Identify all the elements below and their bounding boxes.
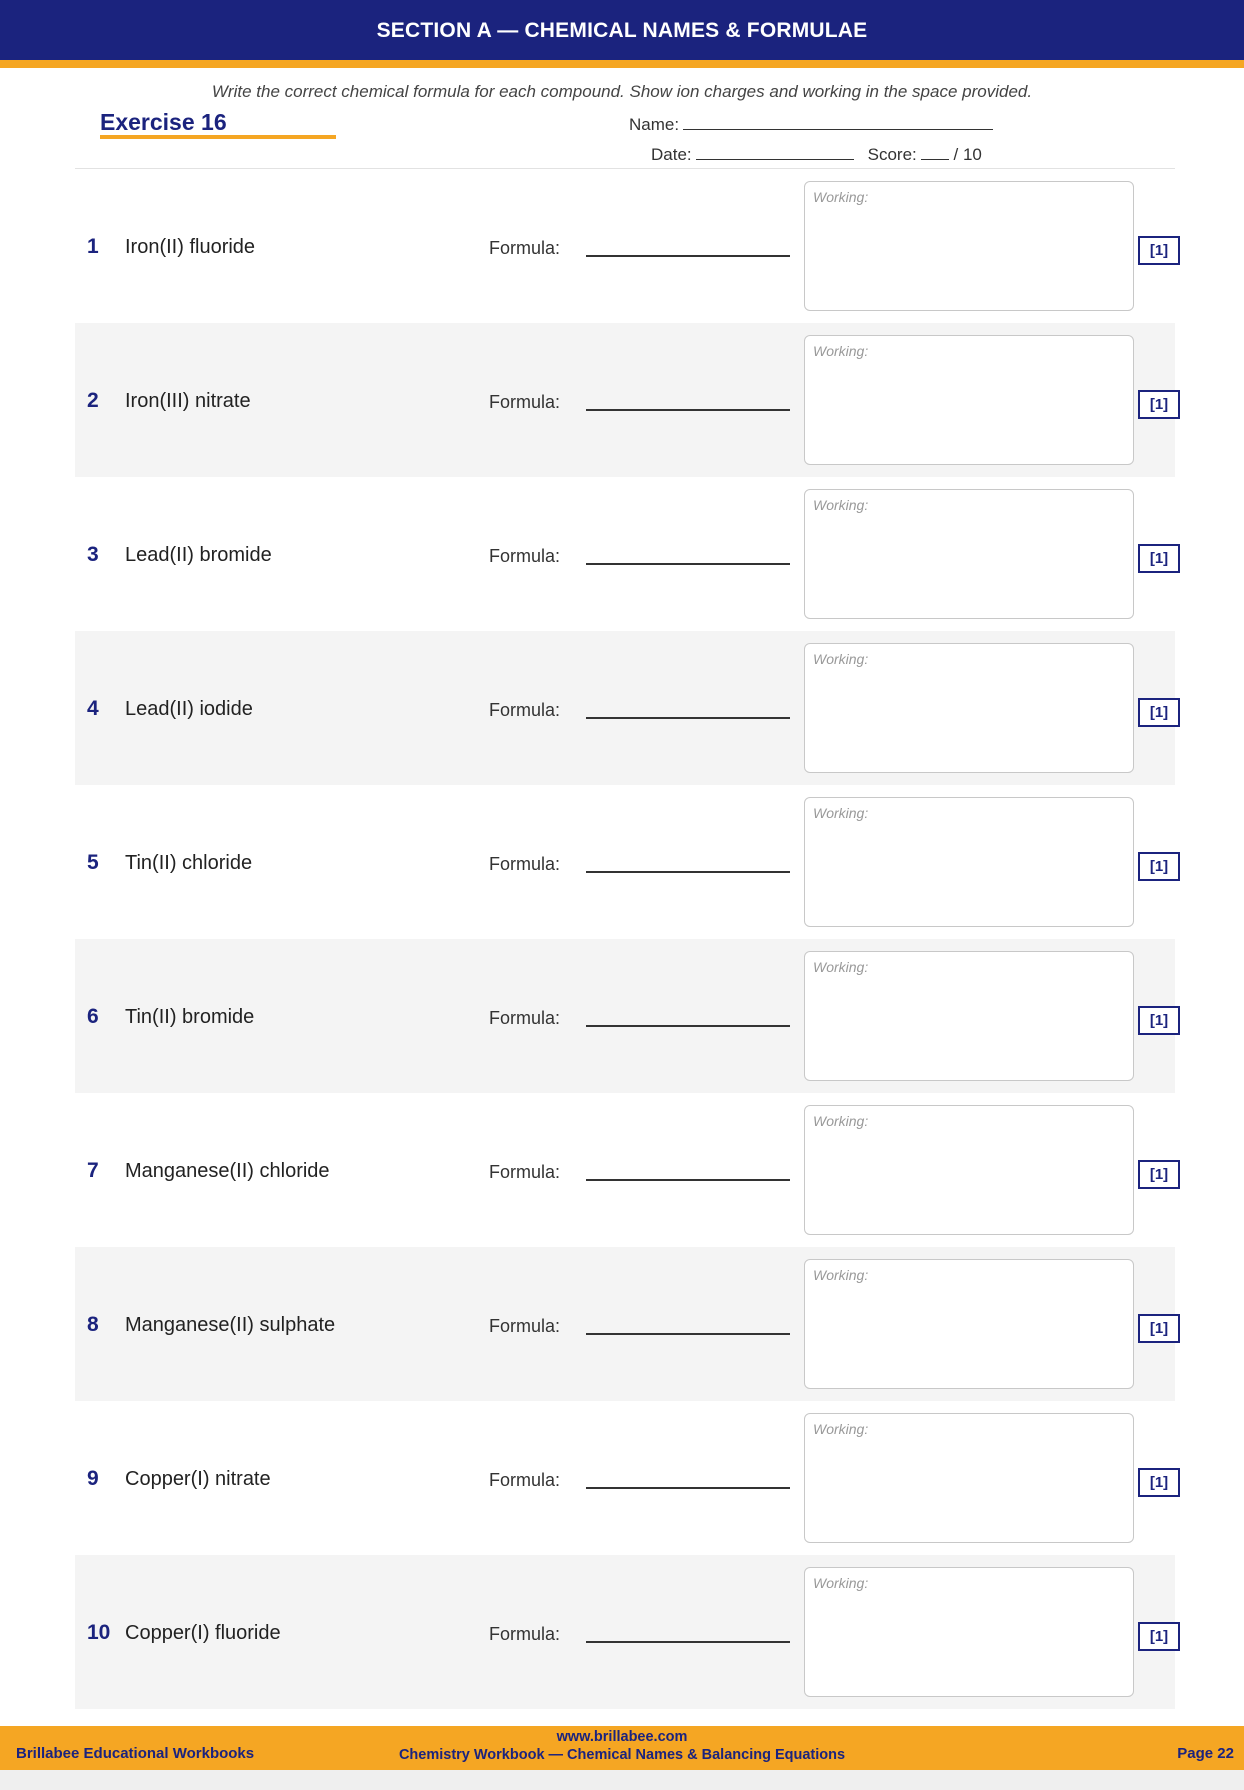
- name-blank[interactable]: [683, 116, 993, 130]
- question-row: [75, 323, 1175, 477]
- compound-name: Iron(II) fluoride: [125, 236, 256, 258]
- compound-name: Iron(III) nitrate: [125, 390, 251, 412]
- formula-answer-line[interactable]: [586, 255, 790, 257]
- working-label: Working:: [813, 189, 869, 205]
- working-box[interactable]: [804, 1567, 1134, 1697]
- mark-badge: [1]: [1138, 1468, 1180, 1497]
- formula-answer-line[interactable]: [586, 1641, 790, 1643]
- working-box[interactable]: [804, 489, 1134, 619]
- compound-name: Lead(II) bromide: [125, 544, 272, 566]
- mark-badge: [1]: [1138, 1006, 1180, 1035]
- mark-badge: [1]: [1138, 698, 1180, 727]
- working-box[interactable]: [804, 1105, 1134, 1235]
- working-box[interactable]: [804, 797, 1134, 927]
- formula-answer-line[interactable]: [586, 871, 790, 873]
- formula-label: Formula:: [489, 700, 561, 720]
- working-label: Working:: [813, 1113, 869, 1129]
- mark-badge: [1]: [1138, 1622, 1180, 1651]
- name-field[interactable]: [629, 115, 993, 135]
- question-number: 2: [87, 389, 99, 412]
- formula-answer-line[interactable]: [586, 1025, 790, 1027]
- question-number: 9: [87, 1467, 99, 1490]
- mark-badge: [1]: [1138, 236, 1180, 265]
- mark-badge: [1]: [1138, 852, 1180, 881]
- footer-center: [0, 1728, 1244, 1764]
- date-blank[interactable]: [696, 146, 854, 160]
- question-number: 5: [87, 851, 99, 874]
- mark-badge: [1]: [1138, 1160, 1180, 1189]
- formula-answer-line[interactable]: [586, 1487, 790, 1489]
- question-row: [75, 1247, 1175, 1401]
- formula-label: Formula:: [489, 1624, 561, 1644]
- working-label: Working:: [813, 959, 869, 975]
- compound-name: Copper(I) nitrate: [125, 1468, 271, 1490]
- compound-name: Lead(II) iodide: [125, 698, 253, 720]
- date-label: Date:: [651, 145, 692, 164]
- working-box[interactable]: [804, 335, 1134, 465]
- question-number: 1: [87, 235, 99, 258]
- question-row: [75, 1093, 1175, 1247]
- compound-name: Tin(II) bromide: [125, 1006, 255, 1028]
- score-label: Score:: [867, 145, 917, 164]
- compound-name: Copper(I) fluoride: [125, 1622, 281, 1644]
- formula-answer-line[interactable]: [586, 563, 790, 565]
- footer-book-title: Chemistry Workbook — Chemical Names & Balancing Equations: [398, 1747, 846, 1763]
- formula-answer-line[interactable]: [586, 717, 790, 719]
- question-row: [75, 169, 1175, 323]
- formula-label: Formula:: [489, 238, 561, 258]
- instructions: Write the correct chemical formula for each compound. Show ion charges and working in the space provided.: [211, 82, 1033, 101]
- score-blank[interactable]: [921, 146, 949, 160]
- working-label: Working:: [813, 1421, 869, 1437]
- question-number: 7: [87, 1159, 99, 1182]
- question-row: [75, 477, 1175, 631]
- working-label: Working:: [813, 651, 869, 667]
- compound-name: Manganese(II) chloride: [125, 1160, 330, 1182]
- question-number: 8: [87, 1313, 99, 1336]
- question-list: [75, 169, 1175, 1709]
- formula-answer-line[interactable]: [586, 409, 790, 411]
- page-number: Page 22: [1177, 1745, 1234, 1762]
- formula-label: Formula:: [489, 392, 561, 412]
- working-box[interactable]: [804, 181, 1134, 311]
- working-box[interactable]: [804, 643, 1134, 773]
- compound-name: Tin(II) chloride: [125, 852, 253, 874]
- question-row: [75, 785, 1175, 939]
- question-row: [75, 939, 1175, 1093]
- working-box[interactable]: [804, 1413, 1134, 1543]
- working-label: Working:: [813, 1575, 869, 1591]
- formula-label: Formula:: [489, 1470, 561, 1490]
- exercise-title: Exercise 16: [100, 109, 227, 135]
- score-total: / 10: [953, 145, 982, 164]
- working-box[interactable]: [804, 1259, 1134, 1389]
- name-label: Name:: [629, 115, 680, 134]
- section-header: [0, 0, 1244, 68]
- footer-website: www.brillabee.com: [556, 1729, 688, 1745]
- formula-label: Formula:: [489, 1316, 561, 1336]
- question-number: 6: [87, 1005, 99, 1028]
- formula-label: Formula:: [489, 1008, 561, 1028]
- formula-label: Formula:: [489, 1162, 561, 1182]
- mark-badge: [1]: [1138, 1314, 1180, 1343]
- formula-answer-line[interactable]: [586, 1333, 790, 1335]
- question-number: 4: [87, 697, 99, 720]
- formula-answer-line[interactable]: [586, 1179, 790, 1181]
- working-label: Working:: [813, 1267, 869, 1283]
- working-label: Working:: [813, 805, 869, 821]
- formula-label: Formula:: [489, 854, 561, 874]
- date-score-row: [651, 145, 982, 165]
- working-label: Working:: [813, 343, 869, 359]
- question-row: [75, 1401, 1175, 1555]
- working-label: Working:: [813, 497, 869, 513]
- working-box[interactable]: [804, 951, 1134, 1081]
- formula-label: Formula:: [489, 546, 561, 566]
- mark-badge: [1]: [1138, 544, 1180, 573]
- question-row: [75, 1555, 1175, 1709]
- question-number: 3: [87, 543, 99, 566]
- compound-name: Manganese(II) sulphate: [125, 1314, 336, 1336]
- page-edge: [0, 1770, 1244, 1790]
- question-row: [75, 631, 1175, 785]
- mark-badge: [1]: [1138, 390, 1180, 419]
- exercise-underline: [100, 135, 336, 139]
- footer-publisher: Brillabee Educational Workbooks: [16, 1745, 255, 1762]
- section-title: SECTION A — CHEMICAL NAMES & FORMULAE: [376, 19, 868, 42]
- question-number: 10: [87, 1621, 111, 1644]
